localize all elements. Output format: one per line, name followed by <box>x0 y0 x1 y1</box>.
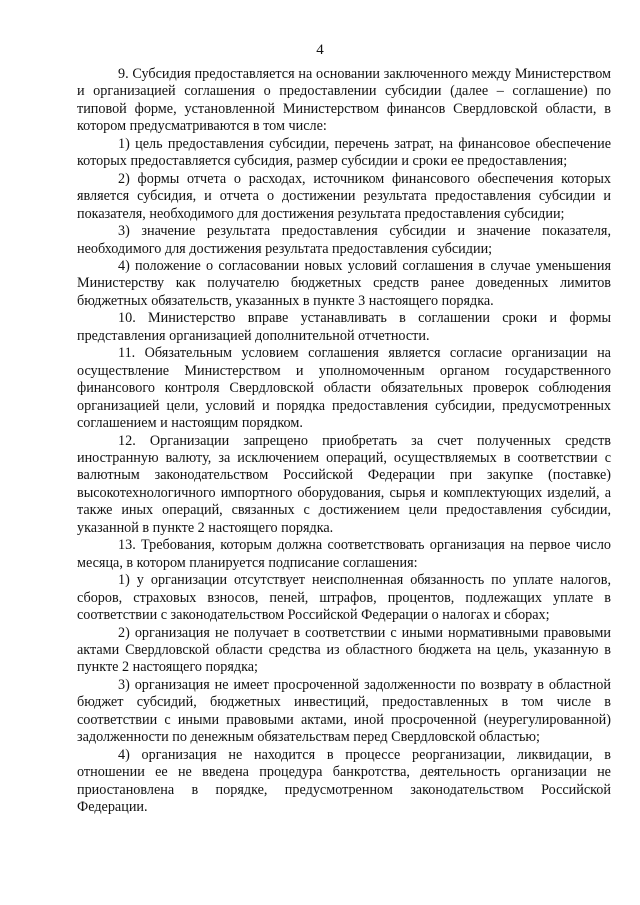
paragraph-10: 10. Министерство вправе устанавливать в соглашении сроки и формы представления организацией дополнительной отчетности. <box>77 310 611 344</box>
document-body <box>77 66 611 816</box>
paragraph-11: 11. Обязательным условием соглашения является согласие организации на осуществление Министерством и уполномоченным органом государственного финансового контроля Свердловской области обязательных проверок соблюдения организацией цели, условий и порядка предоставления субсидии, предусмотренных соглашением и настоящим порядком. <box>77 345 611 432</box>
paragraph-13-item-4: 4) организация не находится в процессе реорганизации, ликвидации, в отношении ее не введена процедура банкротства, деятельность организации не приостановлена в порядке, предусмотренном законодательством Российской Федерации. <box>77 746 611 816</box>
page-number: 4 <box>316 42 324 58</box>
paragraph-9-item-3: 3) значение результата предоставления субсидии и значение показателя, необходимого для достижения результата предоставления субсидии; <box>77 223 611 257</box>
paragraph-12: 12. Организации запрещено приобретать за счет полученных средств иностранную валюту, за исключением операций, осуществляемых в соответствии с валютным законодательством Российской Федерации при закупке (поставке) высокотехнологичного импортного оборудования, сырья и комплектующих изделий, а также иных операций, связанных с достижением цели предоставления субсидии, указанной в пункте 2 настоящего порядка. <box>77 432 611 536</box>
paragraph-9: 9. Субсидия предоставляется на основании заключенного между Министерством и организацией соглашения о предоставлении субсидии (далее – соглашение) по типовой форме, установленной Министерством финансов Свердловской области, в котором предусматриваются в том числе: <box>77 66 611 135</box>
paragraph-13: 13. Требования, которым должна соответствовать организация на первое число месяца, в котором планируется подписание соглашения: <box>77 537 611 571</box>
paragraph-13-item-3: 3) организация не имеет просроченной задолженности по возврату в областной бюджет субсидий, бюджетных инвестиций, предоставленных в том числе в соответствии с иными правовыми актами, иной просроченной (неурегулированной) задолженности по денежным обязательствам перед Свердловской областью; <box>77 676 611 746</box>
paragraph-13-item-1: 1) у организации отсутствует неисполненная обязанность по уплате налогов, сборов, страховых взносов, пеней, штрафов, процентов, подлежащих уплате в соответствии с законодательством Российской Федерации о налогах и сборах; <box>77 572 611 624</box>
paragraph-9-item-4: 4) положение о согласовании новых условий соглашения в случае уменьшения Министерству как получателю бюджетных средств ранее доведенных лимитов бюджетных обязательств, указанных в пункте 3 настоящего порядка. <box>77 257 611 309</box>
paragraph-9-item-2: 2) формы отчета о расходах, источником финансового обеспечения которых является субсидия, и отчета о достижении результата предоставления субсидии и показателя, необходимого для достижения результата предоставления субсидии; <box>77 170 611 222</box>
paragraph-13-item-2: 2) организация не получает в соответствии с иными нормативными правовыми актами Свердловской области средства из областного бюджета на цель, указанную в пункте 2 настоящего порядка; <box>77 624 611 676</box>
paragraph-9-item-1: 1) цель предоставления субсидии, перечень затрат, на финансовое обеспечение которых предоставляется субсидия, размер субсидии и сроки ее предоставления; <box>77 135 611 170</box>
